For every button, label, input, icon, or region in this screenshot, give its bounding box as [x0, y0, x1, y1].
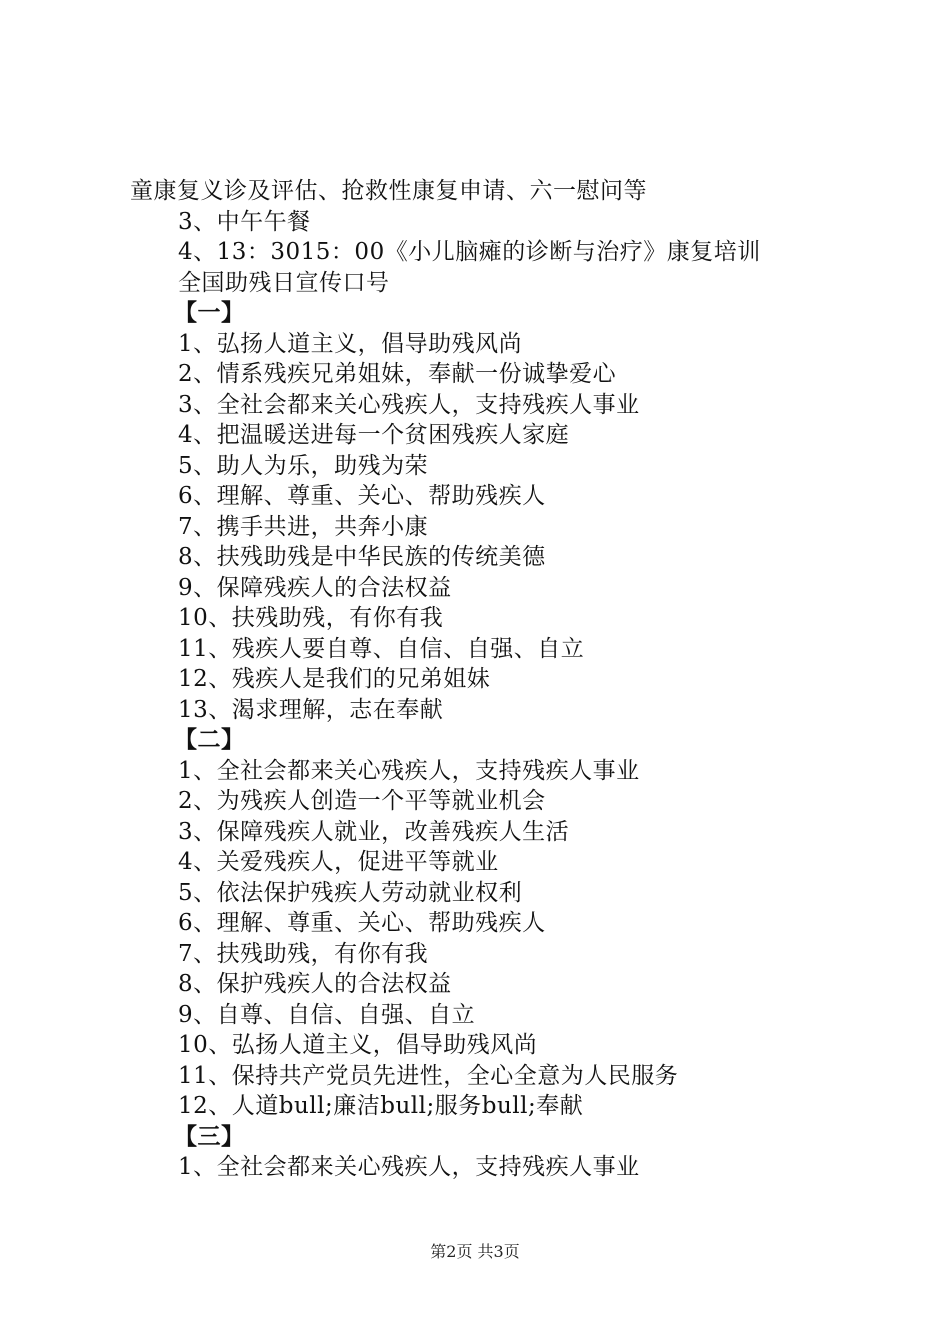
- list-item: 10、弘扬人道主义，倡导助残风尚: [178, 1032, 538, 1058]
- page-footer: 第2页 共3页: [430, 1242, 520, 1261]
- list-item: 6、理解、尊重、关心、帮助残疾人: [178, 910, 546, 936]
- list-item: 4、关爱残疾人，促进平等就业: [178, 849, 499, 875]
- list-item: 2、情系残疾兄弟姐妹，奉献一份诚挚爱心: [178, 361, 617, 387]
- section-heading: 【三】: [174, 1122, 245, 1150]
- list-item: 10、扶残助残，有你有我: [178, 605, 444, 631]
- list-item: 7、扶残助残，有你有我: [178, 940, 429, 967]
- document-body: [130, 176, 850, 1183]
- section-heading: 【二】: [174, 726, 245, 753]
- list-item: 8、保护残疾人的合法权益: [178, 971, 452, 997]
- list-item: 1、全社会都来关心残疾人，支持残疾人事业: [178, 1154, 640, 1180]
- list-item: 11、保持共产党员先进性，全心全意为人民服务: [178, 1062, 679, 1089]
- list-item: 11、残疾人要自尊、自信、自强、自立: [178, 635, 585, 662]
- list-item: 5、助人为乐，助残为荣: [178, 452, 429, 479]
- list-item: 7、携手共进，共奔小康: [178, 513, 429, 540]
- list-item: 全国助残日宣传口号: [178, 269, 390, 296]
- list-item: 13、渴求理解，志在奉献: [178, 696, 444, 723]
- list-item: 6、理解、尊重、关心、帮助残疾人: [178, 483, 546, 509]
- list-item: 4、把温暖送进每一个贫困残疾人家庭: [178, 422, 570, 448]
- list-item: 1、弘扬人道主义，倡导助残风尚: [178, 330, 523, 357]
- list-item: 2、为残疾人创造一个平等就业机会: [178, 788, 546, 814]
- list-item: 5、依法保护残疾人劳动就业权利: [178, 879, 523, 906]
- list-item: 9、自尊、自信、自强、自立: [178, 1001, 476, 1028]
- list-item: 9、保障残疾人的合法权益: [178, 574, 452, 601]
- list-item: 12、人道bull;廉洁bull;服务bull;奉献: [178, 1093, 584, 1119]
- list-item: 8、扶残助残是中华民族的传统美德: [178, 544, 546, 570]
- list-item: 4、13：3015：00《小儿脑瘫的诊断与治疗》康复培训: [178, 239, 761, 265]
- list-item: 1、全社会都来关心残疾人，支持残疾人事业: [178, 757, 640, 784]
- list-item: 3、中午午餐: [178, 208, 311, 235]
- list-item: 3、保障残疾人就业，改善残疾人生活: [178, 818, 570, 845]
- continuation-line: 童康复义诊及评估、抢救性康复申请、六一慰问等: [130, 178, 647, 204]
- section-heading: 【一】: [174, 299, 245, 326]
- list-item: 3、全社会都来关心残疾人，支持残疾人事业: [178, 391, 640, 418]
- list-item: 12、残疾人是我们的兄弟姐妹: [178, 666, 491, 692]
